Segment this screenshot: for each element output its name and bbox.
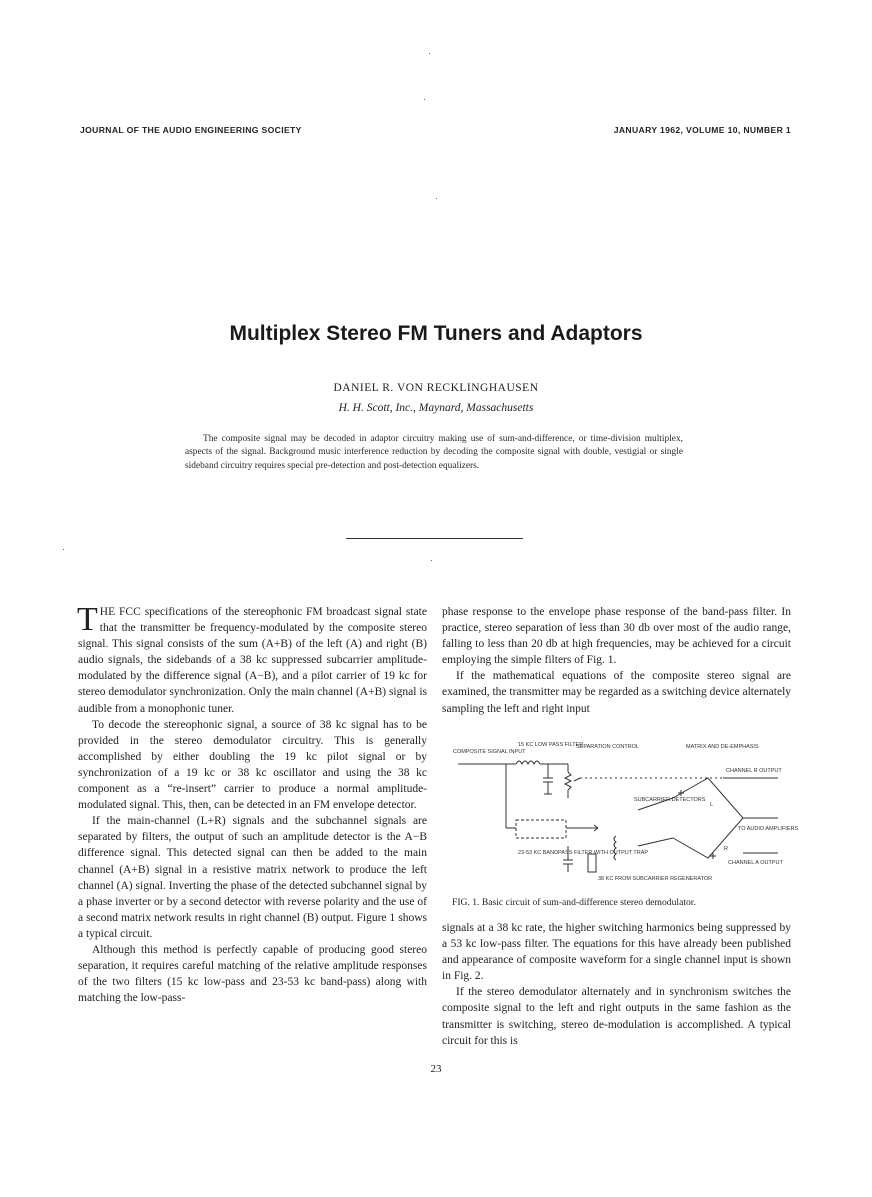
right-column-top — [442, 604, 791, 717]
abstract-text: The composite signal may be decoded in adaptor circuitry making use of sum-and-difference, or time-division multiplex, aspects of the signal. Background music interference reduction by decoding the composite signal with double, vestigial or single sideband circuitry requires special pre-detection and post-detection equalizers. — [185, 434, 683, 471]
drop-cap: T — [77, 601, 98, 638]
label-matrix: MATRIX AND DE-EMPHASIS — [686, 744, 759, 750]
scan-speck — [436, 198, 437, 199]
label-r-mark: R — [724, 846, 728, 852]
left-paragraph-4: Although this method is perfectly capable of producing good stereo separation, it requires careful matching of the relative amplitude responses of the two filters (15 kc low-pass and 23-53 kc band-pass) along with matching the low-pass- — [78, 943, 427, 1005]
author-affiliation: H. H. Scott, Inc., Maynard, Massachusetts — [338, 402, 534, 414]
right-column-bottom — [442, 920, 791, 1049]
bandpass-filter-block — [516, 820, 566, 838]
left-paragraph-2: To decode the stereophonic signal, a source of 38 kc signal has to be provided in the stereo demodulator circuitry. This is generally accomplished by either doubling the 19 kc pilot signal or by synchronization of a 19 kc or 38 kc oscillator and using the 38 kc component as a “re-insert” carrier to produce a normal amplitude-modulated signal. This, then, can be detected in an FM envelope detector. — [78, 718, 427, 812]
label-l-mark: L — [710, 802, 714, 808]
abstract — [185, 433, 683, 473]
figure-1-caption: FIG. 1. Basic circuit of sum-and-difference stereo demodulator. — [452, 897, 696, 908]
label-composite-input: COMPOSITE SIGNAL INPUT — [453, 749, 526, 755]
right-paragraph-1: phase response to the envelope phase response of the band-pass filter. In practice, stereo separation of less than 30 db over most of the audio range, falling to less than 20 db at high frequencies, may be achieved for a circuit employing the simple filters of Fig. 1. — [442, 606, 791, 667]
left-paragraph-1-text: HE FCC specifications of the stereophonic FM broadcast signal state that the transmitter be frequency-modulated by the composite stereo signal. This signal consists of the sum (A+B) of the left (A) and right (B) audio signals, the sidebands of a 38 kc suppressed subcarrier amplitude-modulated by the difference signal (A−B), and a pilot carrier of 19 kc for stereo demodulator synchronization. Only the main channel (A+B) signal is audible from a monophonic tuner. — [78, 606, 427, 715]
label-lowpass-filter: 15 KC LOW PASS FILTER — [518, 742, 584, 748]
scan-speck — [429, 53, 430, 54]
left-paragraph-1 — [77, 601, 427, 717]
figure-1-circuit-diagram — [448, 738, 798, 888]
scan-speck — [63, 549, 64, 550]
author-name: DANIEL R. VON RECKLINGHAUSEN — [333, 382, 539, 394]
right-paragraph-3: signals at a 38 kc rate, the higher switching harmonics being suppressed by a 53 kc low-pass filter. The equations for this have already been published and appearance of composite waveform for a single channel input is shown in Fig. 2. — [442, 922, 791, 983]
issue-info: JANUARY 1962, VOLUME 10, NUMBER 1 — [613, 125, 791, 135]
label-subcarrier-detectors: SUBCARRIER DETECTORS — [634, 797, 706, 803]
label-channel-r-output: CHANNEL R OUTPUT — [726, 768, 782, 774]
label-separation-control: SEPARATION CONTROL — [576, 744, 640, 750]
label-bandpass-filter: 23-53 KC BANDPASS FILTER WITH OUTPUT TRAP — [518, 850, 649, 856]
right-paragraph-4: If the stereo demodulator alternately and in synchronism switches the composite signal to the left and right outputs in the same fashion as the transmitter is switching, stereo de-modulation is accomplished. A typical circuit for this is — [442, 986, 791, 1047]
left-column — [77, 601, 427, 1006]
right-paragraph-2: If the mathematical equations of the composite stereo signal are examined, the transmitter may be regarded as a switching device alternately sampling the left and right input — [442, 670, 792, 715]
scan-speck — [431, 560, 432, 561]
separation-potentiometer — [565, 772, 571, 790]
scan-speck — [424, 99, 425, 100]
subcarrier-coil — [614, 836, 616, 860]
output-trap — [588, 854, 596, 872]
label-to-audio-amps: TO AUDIO AMPLIFIERS — [738, 826, 798, 832]
page-number: 23 — [430, 1063, 442, 1075]
article-title: Multiplex Stereo FM Tuners and Adaptors — [229, 322, 643, 345]
journal-name: JOURNAL OF THE AUDIO ENGINEERING SOCIETY — [80, 125, 302, 135]
section-divider — [346, 538, 523, 539]
label-38kc-subcarrier: 38 KC FROM SUBCARRIER REGENERATOR — [598, 876, 713, 882]
lowpass-inductor — [516, 761, 540, 764]
label-channel-a-output: CHANNEL A OUTPUT — [728, 860, 783, 866]
matrix-network — [673, 778, 743, 858]
left-paragraph-3: If the main-channel (L+R) signals and the subchannel signals are separated by filters, the output of such an amplitude detector is the A−B difference signal. This detected signal can then be added to the main channel (A+B) signal in a resistive matrix network to produce the left channel (A) signal. Inverting the phase of the detected subchannel signal by a phase inverter or by a second detector with reverse polarity and the use of a second matrix network results in right channel (B) output. Figure 1 shows a typical circuit. — [78, 815, 427, 940]
